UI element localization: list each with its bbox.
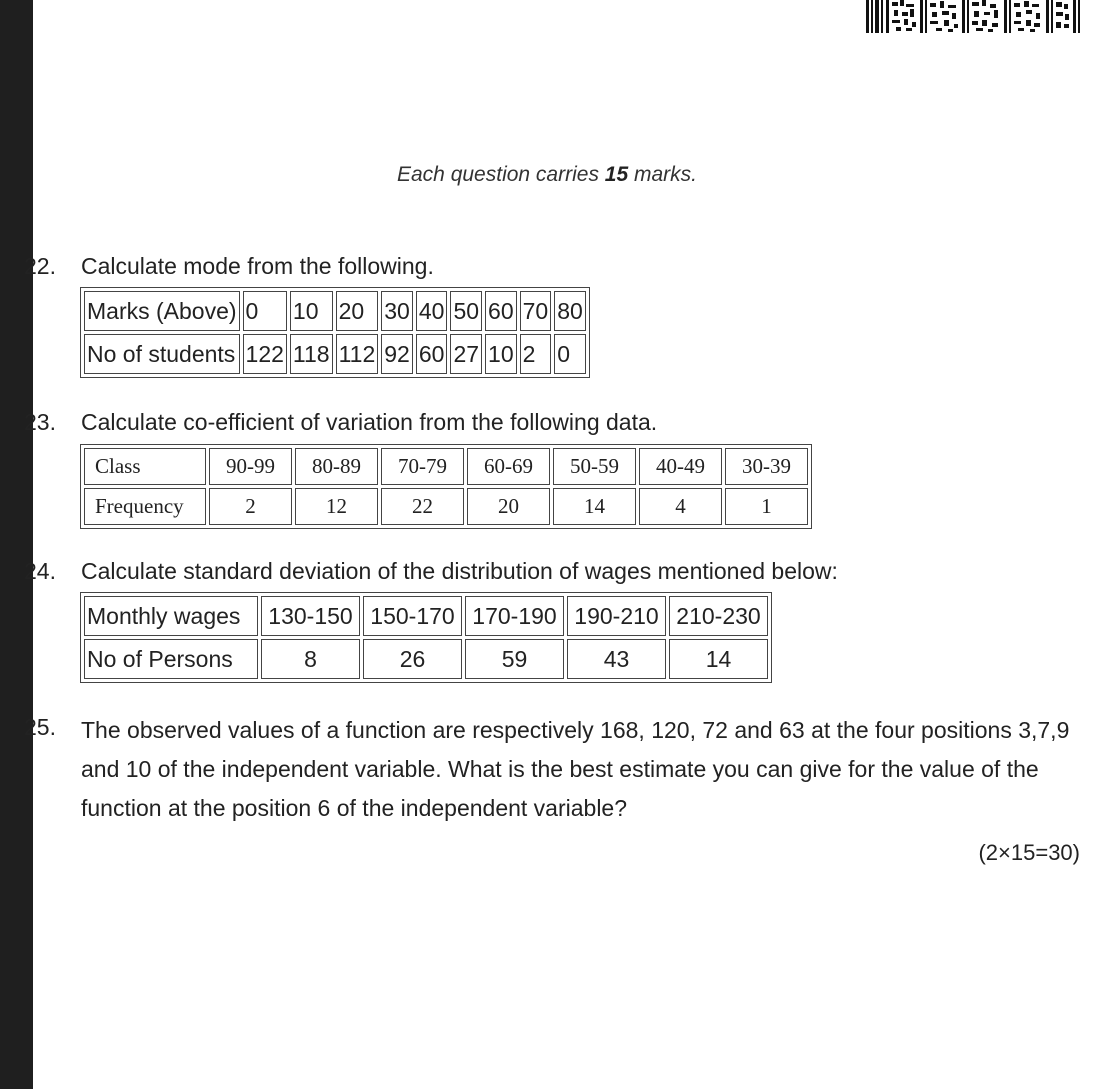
table-row-label: Marks (Above) — [84, 291, 240, 331]
wages-table — [80, 592, 772, 683]
table-cell: 30-39 — [725, 448, 808, 485]
table-cell: 70 — [520, 291, 552, 331]
table-cell: 92 — [381, 334, 413, 374]
table-cell: 26 — [363, 639, 462, 679]
table-cell: 70-79 — [381, 448, 464, 485]
question-number: 23. — [24, 409, 56, 435]
table-cell: 2 — [520, 334, 552, 374]
instruction-line — [0, 163, 1094, 187]
table-row — [84, 448, 808, 485]
table-cell: 0 — [243, 291, 287, 331]
table-row-label: No of Persons — [84, 639, 258, 679]
table-cell: 80 — [554, 291, 586, 331]
instruction-suffix: marks. — [628, 163, 697, 186]
class-frequency-table — [80, 444, 812, 529]
table-row — [84, 596, 768, 636]
barcode-image — [866, 0, 1080, 33]
table-cell: 2 — [209, 488, 292, 525]
table-cell: 80-89 — [295, 448, 378, 485]
table-row-label: Monthly wages — [84, 596, 258, 636]
table-cell: 210-230 — [669, 596, 768, 636]
table-row — [84, 488, 808, 525]
table-cell: 30 — [381, 291, 413, 331]
table-cell: 59 — [465, 639, 564, 679]
instruction-prefix: Each question carries — [397, 163, 605, 186]
table-cell: 14 — [669, 639, 768, 679]
marks-table — [80, 287, 590, 378]
table-cell: 20 — [467, 488, 550, 525]
table-cell: 118 — [290, 334, 333, 374]
instruction-marks: 15 — [604, 163, 629, 186]
table-row — [84, 291, 586, 331]
table-cell: 190-210 — [567, 596, 666, 636]
question-24-text: Calculate standard deviation of the distribution of wages mentioned below: — [81, 558, 838, 584]
table-cell: 122 — [243, 334, 287, 374]
table-cell: 14 — [553, 488, 636, 525]
table-cell: 12 — [295, 488, 378, 525]
table-cell: 150-170 — [363, 596, 462, 636]
table-cell: 4 — [639, 488, 722, 525]
table-cell: 90-99 — [209, 448, 292, 485]
table-row-label: No of students — [84, 334, 240, 374]
table-cell: 60 — [485, 291, 517, 331]
table-cell: 170-190 — [465, 596, 564, 636]
table-row-label: Frequency — [84, 488, 206, 525]
table-cell: 22 — [381, 488, 464, 525]
table-cell: 20 — [336, 291, 379, 331]
table-cell: 60-69 — [467, 448, 550, 485]
question-23-text: Calculate co-efficient of variation from the following data. — [81, 409, 658, 435]
question-22-text: Calculate mode from the following. — [81, 253, 434, 279]
table-cell: 50-59 — [553, 448, 636, 485]
table-row-label: Class — [84, 448, 206, 485]
question-number: 22. — [24, 253, 56, 279]
table-cell: 40 — [416, 291, 448, 331]
table-cell: 8 — [261, 639, 360, 679]
table-cell: 43 — [567, 639, 666, 679]
table-cell: 130-150 — [261, 596, 360, 636]
table-cell: 50 — [450, 291, 482, 331]
question-number: 24. — [24, 558, 56, 584]
table-row — [84, 639, 768, 679]
table-row — [84, 334, 586, 374]
table-cell: 60 — [416, 334, 448, 374]
question-25-text: The observed values of a function are respectively 168, 120, 72 and 63 at the four positions 3,7,9 and 10 of the independent variable. What is the best estimate you can give for the value of the function at the position 6 of the independent variable? — [81, 717, 1070, 821]
table-cell: 112 — [336, 334, 379, 374]
table-cell: 40-49 — [639, 448, 722, 485]
table-cell: 1 — [725, 488, 808, 525]
table-cell: 27 — [450, 334, 482, 374]
table-cell: 10 — [485, 334, 517, 374]
marks-total: (2×15=30) — [978, 840, 1080, 865]
question-number: 25. — [24, 714, 56, 740]
table-cell: 0 — [554, 334, 586, 374]
table-cell: 10 — [290, 291, 333, 331]
